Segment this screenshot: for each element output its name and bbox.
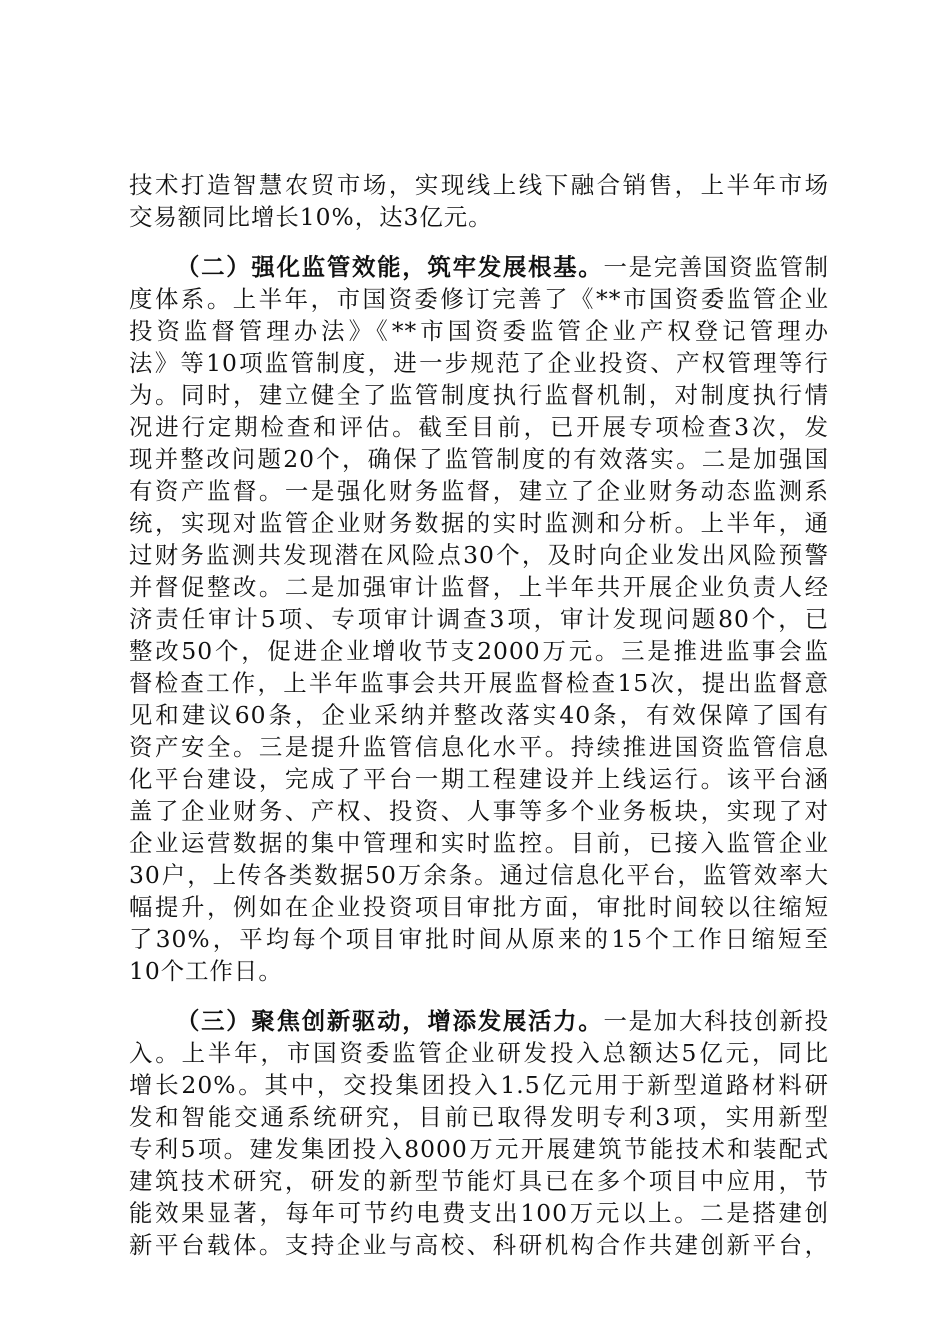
paragraph-line: 入。上半年，市国资委监管企业研发投入总额达5亿元，同比 [129, 1039, 829, 1067]
paragraph-line: 济责任审计5项、专项审计调查3项，审计发现问题80个，已 [129, 605, 829, 633]
paragraph-line: 有资产监督。一是强化财务监督，建立了企业财务动态监测系 [129, 477, 829, 505]
paragraph-line: 况进行定期检查和评估。截至目前，已开展专项检查3次，发 [129, 413, 829, 441]
paragraph-text: 一是加大科技创新投 [603, 1007, 829, 1035]
paragraph-line: 化平台建设，完成了平台一期工程建设并上线运行。该平台涵 [129, 765, 829, 793]
paragraph-line: 资产安全。三是提升监管信息化水平。持续推进国资监管信息 [129, 733, 829, 761]
paragraph-line: 为。同时，建立健全了监管制度执行监督机制，对制度执行情 [129, 381, 829, 409]
section-heading: （二）强化监管效能，筑牢发展根基。 [176, 253, 604, 281]
paragraph-line: 并督促整改。二是加强审计监督，上半年共开展企业负责人经 [129, 573, 829, 601]
paragraph-line: 幅提升，例如在企业投资项目审批方面，审批时间较以往缩短 [129, 893, 829, 921]
paragraph-line: 过财务监测共发现潜在风险点30个，及时向企业发出风险预警 [129, 541, 829, 569]
paragraph-line: 交易额同比增长10%，达3亿元。 [129, 203, 493, 231]
paragraph-line: 统，实现对监管企业财务数据的实时监测和分析。上半年，通 [129, 509, 829, 537]
paragraph-first-line [176, 250, 829, 284]
paragraph-line: 整改50个，促进企业增收节支2000万元。三是推进监事会监 [129, 637, 829, 665]
paragraph-line: 新平台载体。支持企业与高校、科研机构合作共建创新平台， [129, 1231, 829, 1259]
paragraph-line: 盖了企业财务、产权、投资、人事等多个业务板块，实现了对 [129, 797, 829, 825]
paragraph-line: 10个工作日。 [129, 957, 283, 985]
paragraph-line: 能效果显著，每年可节约电费支出100万元以上。二是搭建创 [129, 1199, 829, 1227]
paragraph-line: 30户，上传各类数据50万余条。通过信息化平台，监管效率大 [129, 861, 829, 889]
paragraph-line: 企业运营数据的集中管理和实时监控。目前，已接入监管企业 [129, 829, 829, 857]
paragraph-line: 专利5项。建发集团投入8000万元开展建筑节能技术和装配式 [129, 1135, 829, 1163]
paragraph-line: 投资监督管理办法》《**市国资委监管企业产权登记管理办 [129, 317, 829, 345]
paragraph-line: 督检查工作，上半年监事会共开展监督检查15次，提出监督意 [129, 669, 829, 697]
paragraph-line: 度体系。上半年，市国资委修订完善了《**市国资委监管企业 [129, 285, 829, 313]
paragraph-line: 了30%，平均每个项目审批时间从原来的15个工作日缩短至 [129, 925, 829, 953]
section-heading: （三）聚焦创新驱动，增添发展活力。 [176, 1007, 604, 1035]
paragraph-line: 建筑技术研究，研发的新型节能灯具已在多个项目中应用，节 [129, 1167, 829, 1195]
paragraph-line: 现并整改问题20个，确保了监管制度的有效落实。二是加强国 [129, 445, 829, 473]
paragraph-line: 见和建议60条，企业采纳并整改落实40条，有效保障了国有 [129, 701, 829, 729]
paragraph-line: 法》等10项监管制度，进一步规范了企业投资、产权管理等行 [129, 349, 829, 377]
paragraph-line: 技术打造智慧农贸市场，实现线上线下融合销售，上半年市场 [129, 171, 829, 199]
paragraph-text: 一是完善国资监管制 [603, 253, 829, 281]
paragraph-first-line [176, 1004, 829, 1038]
paragraph-line: 发和智能交通系统研究，目前已取得发明专利3项，实用新型 [129, 1103, 829, 1131]
paragraph-line: 增长20%。其中，交投集团投入1.5亿元用于新型道路材料研 [129, 1071, 829, 1099]
